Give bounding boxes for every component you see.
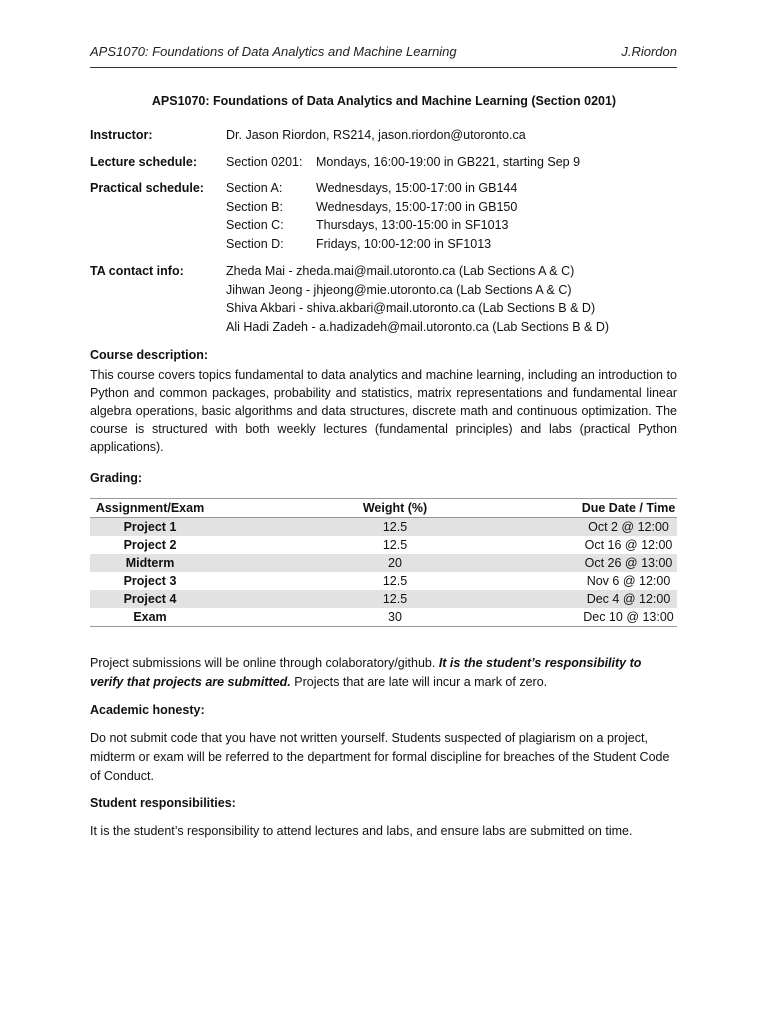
table-row [90,518,677,537]
practical-section: Section B: [226,200,283,214]
lecture-time: Mondays, 16:00-19:00 in GB221, starting Sep 9 [316,155,581,169]
submission-text: Project submissions will be online through colaboratory/github. [90,656,439,670]
header-author: J.Riordon [621,44,677,59]
practical-time: Fridays, 10:00-12:00 in SF1013 [316,237,492,251]
practical-label: Practical schedule: [90,181,204,195]
instructor-value: Dr. Jason Riordon, RS214, jason.riordon@utoronto.ca [226,128,526,142]
weight-cell: 12.5 [382,574,408,588]
practical-time: Wednesdays, 15:00-17:00 in GB150 [316,200,518,214]
due-cell: Dec 4 @ 12:00 [586,592,671,606]
assignment-cell: Project 2 [123,538,177,552]
due-cell: Oct 16 @ 12:00 [584,538,673,552]
practical-time: Thursdays, 13:00-15:00 in SF1013 [316,218,509,232]
responsibilities-text: It is the student’s responsibility to attend lectures and labs, and ensure labs are submitted on time. [90,824,633,838]
column-header: Due Date / Time [581,501,676,515]
table-row [90,536,677,554]
ta-contact: Jihwan Jeong - jhjeong@mie.utoronto.ca (Lab Sections A & C) [226,283,572,297]
ta-contact: Ali Hadi Zadeh - a.hadizadeh@mail.utoronto.ca (Lab Sections B & D) [226,320,610,334]
assignment-cell: Project 4 [123,592,177,606]
practical-time: Wednesdays, 15:00-17:00 in GB144 [316,181,518,195]
header-course: APS1070: Foundations of Data Analytics and Machine Learning [90,44,457,59]
practical-section: Section A: [226,181,283,195]
ta-label: TA contact info: [90,264,184,278]
responsibilities-heading: Student responsibilities: [90,796,236,810]
table-row [90,590,677,608]
assignment-cell: Project 3 [123,574,177,588]
submission-text: Projects that are late will incur a mark of zero. [290,675,548,689]
header-rule [90,67,677,68]
submission-emphasis: It is the student’s responsibility to verify that projects are submitted. [90,656,642,689]
honesty-text: Do not submit code that you have not written yourself. Students suspected of plagiarism on a project, midterm or exam will be referred to the department for formal discipline for breaches of the Student Code of Conduct. [90,731,670,783]
description-heading: Course description: [90,348,209,362]
honesty-heading: Academic honesty: [90,703,205,717]
column-header: Weight (%) [362,501,428,515]
due-cell: Nov 6 @ 12:00 [586,574,671,588]
lecture-label: Lecture schedule: [90,155,197,169]
practical-section: Section D: [226,237,284,251]
weight-cell: 12.5 [382,592,408,606]
column-header: Assignment/Exam [95,501,205,515]
ta-contact: Zheda Mai - zheda.mai@mail.utoronto.ca (Lab Sections A & C) [226,264,575,278]
lecture-section: Section 0201: [226,155,303,169]
table-row [90,554,677,572]
weight-cell: 20 [388,556,402,570]
ta-contact: Shiva Akbari - shiva.akbari@mail.utoronto.ca (Lab Sections B & D) [226,301,596,315]
grading-heading: Grading: [90,471,143,485]
weight-cell: 12.5 [382,538,408,552]
submission-paragraph [90,654,677,692]
instructor-label: Instructor: [90,128,153,142]
description-text: This course covers topics fundamental to data analytics and machine learning, including an introduction to Python and common packages, probability and statistics, matrix representations and fundamental linear algebra operations, basic algorithms and data structures, discrete math and continuous optimization. The course is structured with both weekly lectures (fundamental principles) and labs (practical Python applications). [90,368,677,454]
table-row [90,608,677,627]
practical-section: Section C: [226,218,284,232]
weight-cell: 12.5 [382,520,408,534]
due-cell: Dec 10 @ 13:00 [583,610,674,624]
assignment-cell: Exam [133,610,167,624]
weight-cell: 30 [388,610,402,624]
due-cell: Oct 2 @ 12:00 [588,520,669,534]
assignment-cell: Project 1 [123,520,177,534]
table-header-row [90,499,677,518]
grading-table [90,498,677,627]
table-row [90,572,677,590]
running-header [90,44,677,59]
assignment-cell: Midterm [125,556,175,570]
due-cell: Oct 26 @ 13:00 [584,556,673,570]
document-title: APS1070: Foundations of Data Analytics and Machine Learning (Section 0201) [151,94,617,108]
